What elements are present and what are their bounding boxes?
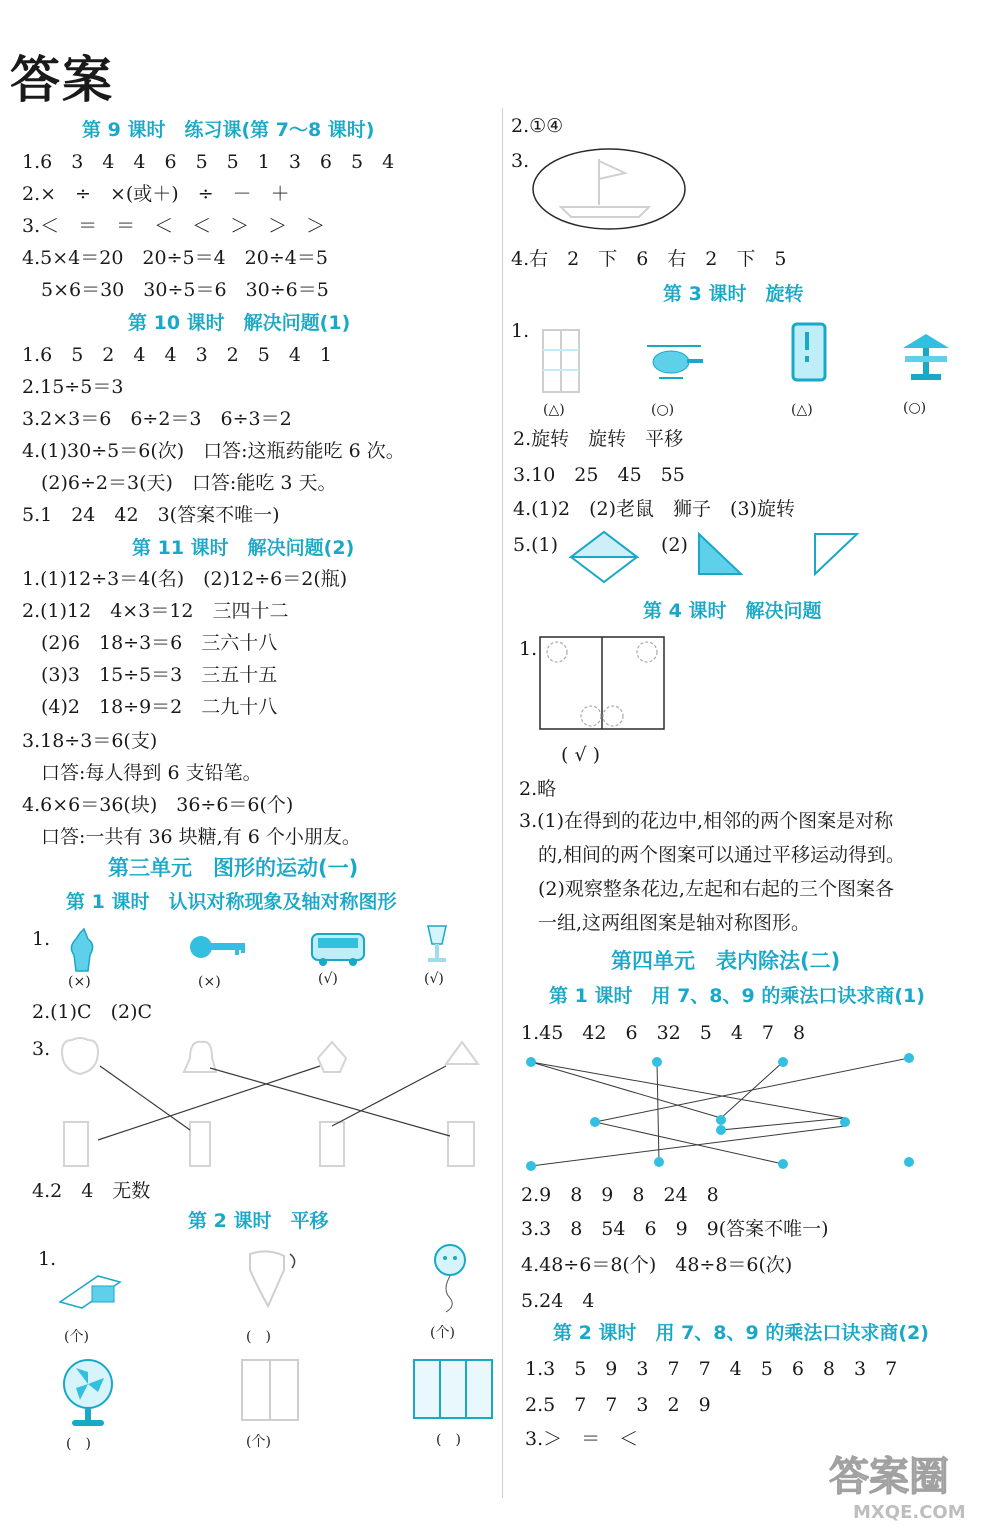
choice-caption: (√) xyxy=(424,971,444,987)
answer-line: 1.(1)12÷3＝4(名) (2)12÷6＝2(瓶) xyxy=(22,568,348,590)
answer-line: 3.10 25 45 55 xyxy=(513,464,685,486)
answer-line: 口答:每人得到 6 支铅笔。 xyxy=(22,762,262,784)
answer-line: 2.①④ xyxy=(511,115,564,137)
section-heading-lesson-3-rotation: 第 3 课时 旋转 xyxy=(663,283,804,305)
answer-line: 2.(1)C (2)C xyxy=(32,1001,153,1023)
section-heading-lesson-4: 第 4 课时 解决问题 xyxy=(643,600,822,622)
balloon-picture xyxy=(432,1240,468,1314)
question-number: 1. xyxy=(519,638,538,660)
window-rotate-picture xyxy=(537,328,585,394)
choice-caption: (个) xyxy=(246,1434,271,1450)
answer-line: 3.2×3＝6 6÷2＝3 6÷3＝2 xyxy=(22,408,292,430)
answer-line: (2) xyxy=(661,534,688,556)
answer-line: 2.5 7 7 3 2 9 xyxy=(525,1394,711,1416)
sliding-box-picture xyxy=(58,1262,123,1312)
answer-line: 1.3 5 9 3 7 7 4 5 6 8 3 7 xyxy=(525,1358,898,1380)
choice-caption: (×) xyxy=(198,974,221,990)
choice-caption: (○) xyxy=(651,402,675,418)
svg-text:答案圈: 答案圈 xyxy=(829,1454,949,1500)
unit-heading-3: 第三单元 图形的运动(一) xyxy=(108,856,359,880)
page-title: 答案 xyxy=(10,51,114,109)
choice-caption: (×) xyxy=(68,974,91,990)
answer-line: 2.9 8 9 8 24 8 xyxy=(521,1184,719,1206)
answer-line: 4.48÷6＝8(个) 48÷8＝6(次) xyxy=(521,1254,793,1276)
ellipse-boat-figure xyxy=(529,145,689,233)
choice-caption: (△) xyxy=(791,402,813,418)
choice-caption: (√) xyxy=(318,971,338,987)
answer-line: 1.45 42 6 32 5 4 7 8 xyxy=(521,1022,806,1044)
section-heading-lesson-9: 第 9 课时 练习课(第 7～8 课时) xyxy=(82,119,375,141)
answer-line: 1.6 5 2 4 4 3 2 5 4 1 xyxy=(22,344,333,366)
watermark-logo xyxy=(823,1446,993,1530)
choice-caption: ( ) xyxy=(436,1432,461,1448)
key-picture xyxy=(187,932,249,962)
answer-line: 2.× ÷ ×(或＋) ÷ － ＋ xyxy=(22,183,290,205)
carousel-picture xyxy=(897,330,955,382)
triangle-figure xyxy=(695,530,745,578)
column-divider xyxy=(502,108,503,1498)
answer-line: 3.(1)在得到的花边中,相邻的两个图案是对称 xyxy=(519,810,894,832)
choice-caption: (△) xyxy=(543,402,565,418)
answer-line: 5.(1) xyxy=(513,534,559,556)
answer-line: 口答:一共有 36 块糖,有 6 个小朋友。 xyxy=(22,826,361,848)
answer-line: 5×6＝30 30÷5＝6 30÷6＝5 xyxy=(22,279,329,301)
window-picture xyxy=(412,1358,494,1420)
answer-line: 3.3 8 54 6 9 9(答案不唯一) xyxy=(521,1218,829,1240)
answer-line: 4.右 2 下 6 右 2 下 5 xyxy=(511,248,787,270)
answer-line: (2)6÷2＝3(天) 口答:能吃 3 天。 xyxy=(22,472,337,494)
triangle-outline-figure xyxy=(811,530,861,578)
choice-caption: (个) xyxy=(430,1325,455,1341)
answer-line: 4.(1)2 (2)老鼠 狮子 (3)旋转 xyxy=(513,498,795,520)
unit-heading-4: 第四单元 表内除法(二) xyxy=(611,949,841,973)
answer-line: (4)2 18÷9＝2 二九十八 xyxy=(22,696,278,718)
question-number: 1. xyxy=(38,1248,57,1270)
helicopter-picture xyxy=(643,340,705,384)
answer-line: 4.5×4＝20 20÷5＝4 20÷4＝5 xyxy=(22,247,328,269)
phone-picture xyxy=(789,322,829,382)
bus-picture xyxy=(308,928,368,968)
vase-picture xyxy=(62,925,102,975)
answer-line: 3.＞ ＝ ＜ xyxy=(525,1428,639,1450)
answer-line: 2.15÷5＝3 xyxy=(22,376,124,398)
choice-caption: (○) xyxy=(903,400,927,416)
answer-line: 5.24 4 xyxy=(521,1290,595,1312)
answer-line: 3.＜ ＝ ＝ ＜ ＜ ＞ ＞ ＞ xyxy=(22,215,326,237)
answer-line: 3.18÷3＝6(支) xyxy=(22,730,158,752)
answer-line: ( √ ) xyxy=(561,744,601,766)
fan-picture xyxy=(58,1358,118,1430)
answer-line: (3)3 15÷5＝3 三五十五 xyxy=(22,664,278,686)
matching-dots-figure xyxy=(521,1050,921,1172)
answer-line: 一组,这两组图案是轴对称图形。 xyxy=(519,912,811,934)
question-number: 3. xyxy=(511,150,530,172)
section-heading-unit3-lesson-1: 第 1 课时 认识对称现象及轴对称图形 xyxy=(66,891,397,913)
answer-line: 4.(1)30÷5＝6(次) 口答:这瓶药能吃 6 次。 xyxy=(22,440,405,462)
section-heading-lesson-10: 第 10 课时 解决问题(1) xyxy=(128,312,351,334)
answer-line: (2)6 18÷3＝6 三六十八 xyxy=(22,632,278,654)
section-heading-unit3-lesson-2: 第 2 课时 平移 xyxy=(188,1210,329,1232)
sliding-door-picture xyxy=(240,1358,300,1422)
folded-paper-figure xyxy=(539,636,665,732)
svg-text:MXQE.COM: MXQE.COM xyxy=(853,1502,966,1523)
answer-line: 5.1 24 42 3(答案不唯一) xyxy=(22,504,280,526)
question-number: 1. xyxy=(32,928,51,950)
answer-line: 2.旋转 旋转 平移 xyxy=(513,428,684,450)
section-heading-unit4-lesson-2: 第 2 课时 用 7、8、9 的乘法口诀求商(2) xyxy=(553,1322,929,1344)
answer-line: 1.6 3 4 4 6 5 5 1 3 6 5 4 xyxy=(22,151,395,173)
choice-caption: ( ) xyxy=(66,1436,91,1452)
answer-line: (2)观察整条花边,左起和右起的三个图案各 xyxy=(519,878,894,900)
answer-line: 2.略 xyxy=(519,778,557,800)
swing-picture xyxy=(240,1248,300,1310)
watermark-picture xyxy=(823,1446,993,1526)
section-heading-lesson-11: 第 11 课时 解决问题(2) xyxy=(132,537,355,559)
choice-caption: ( ) xyxy=(246,1329,271,1345)
answer-line: 的,相间的两个图案可以通过平移运动得到。 xyxy=(519,844,906,866)
matching-figure xyxy=(50,1030,500,1175)
answer-line: 2.(1)12 4×3＝12 三四十二 xyxy=(22,600,289,622)
choice-caption: (个) xyxy=(64,1329,89,1345)
lamp-picture xyxy=(422,922,452,966)
rhombus-figure xyxy=(569,530,639,584)
question-number: 3. xyxy=(32,1038,51,1060)
question-number: 1. xyxy=(511,320,530,342)
section-heading-unit4-lesson-1: 第 1 课时 用 7、8、9 的乘法口诀求商(1) xyxy=(549,985,925,1007)
answer-line: 4.6×6＝36(块) 36÷6＝6(个) xyxy=(22,794,294,816)
answer-line: 4.2 4 无数 xyxy=(32,1180,151,1202)
